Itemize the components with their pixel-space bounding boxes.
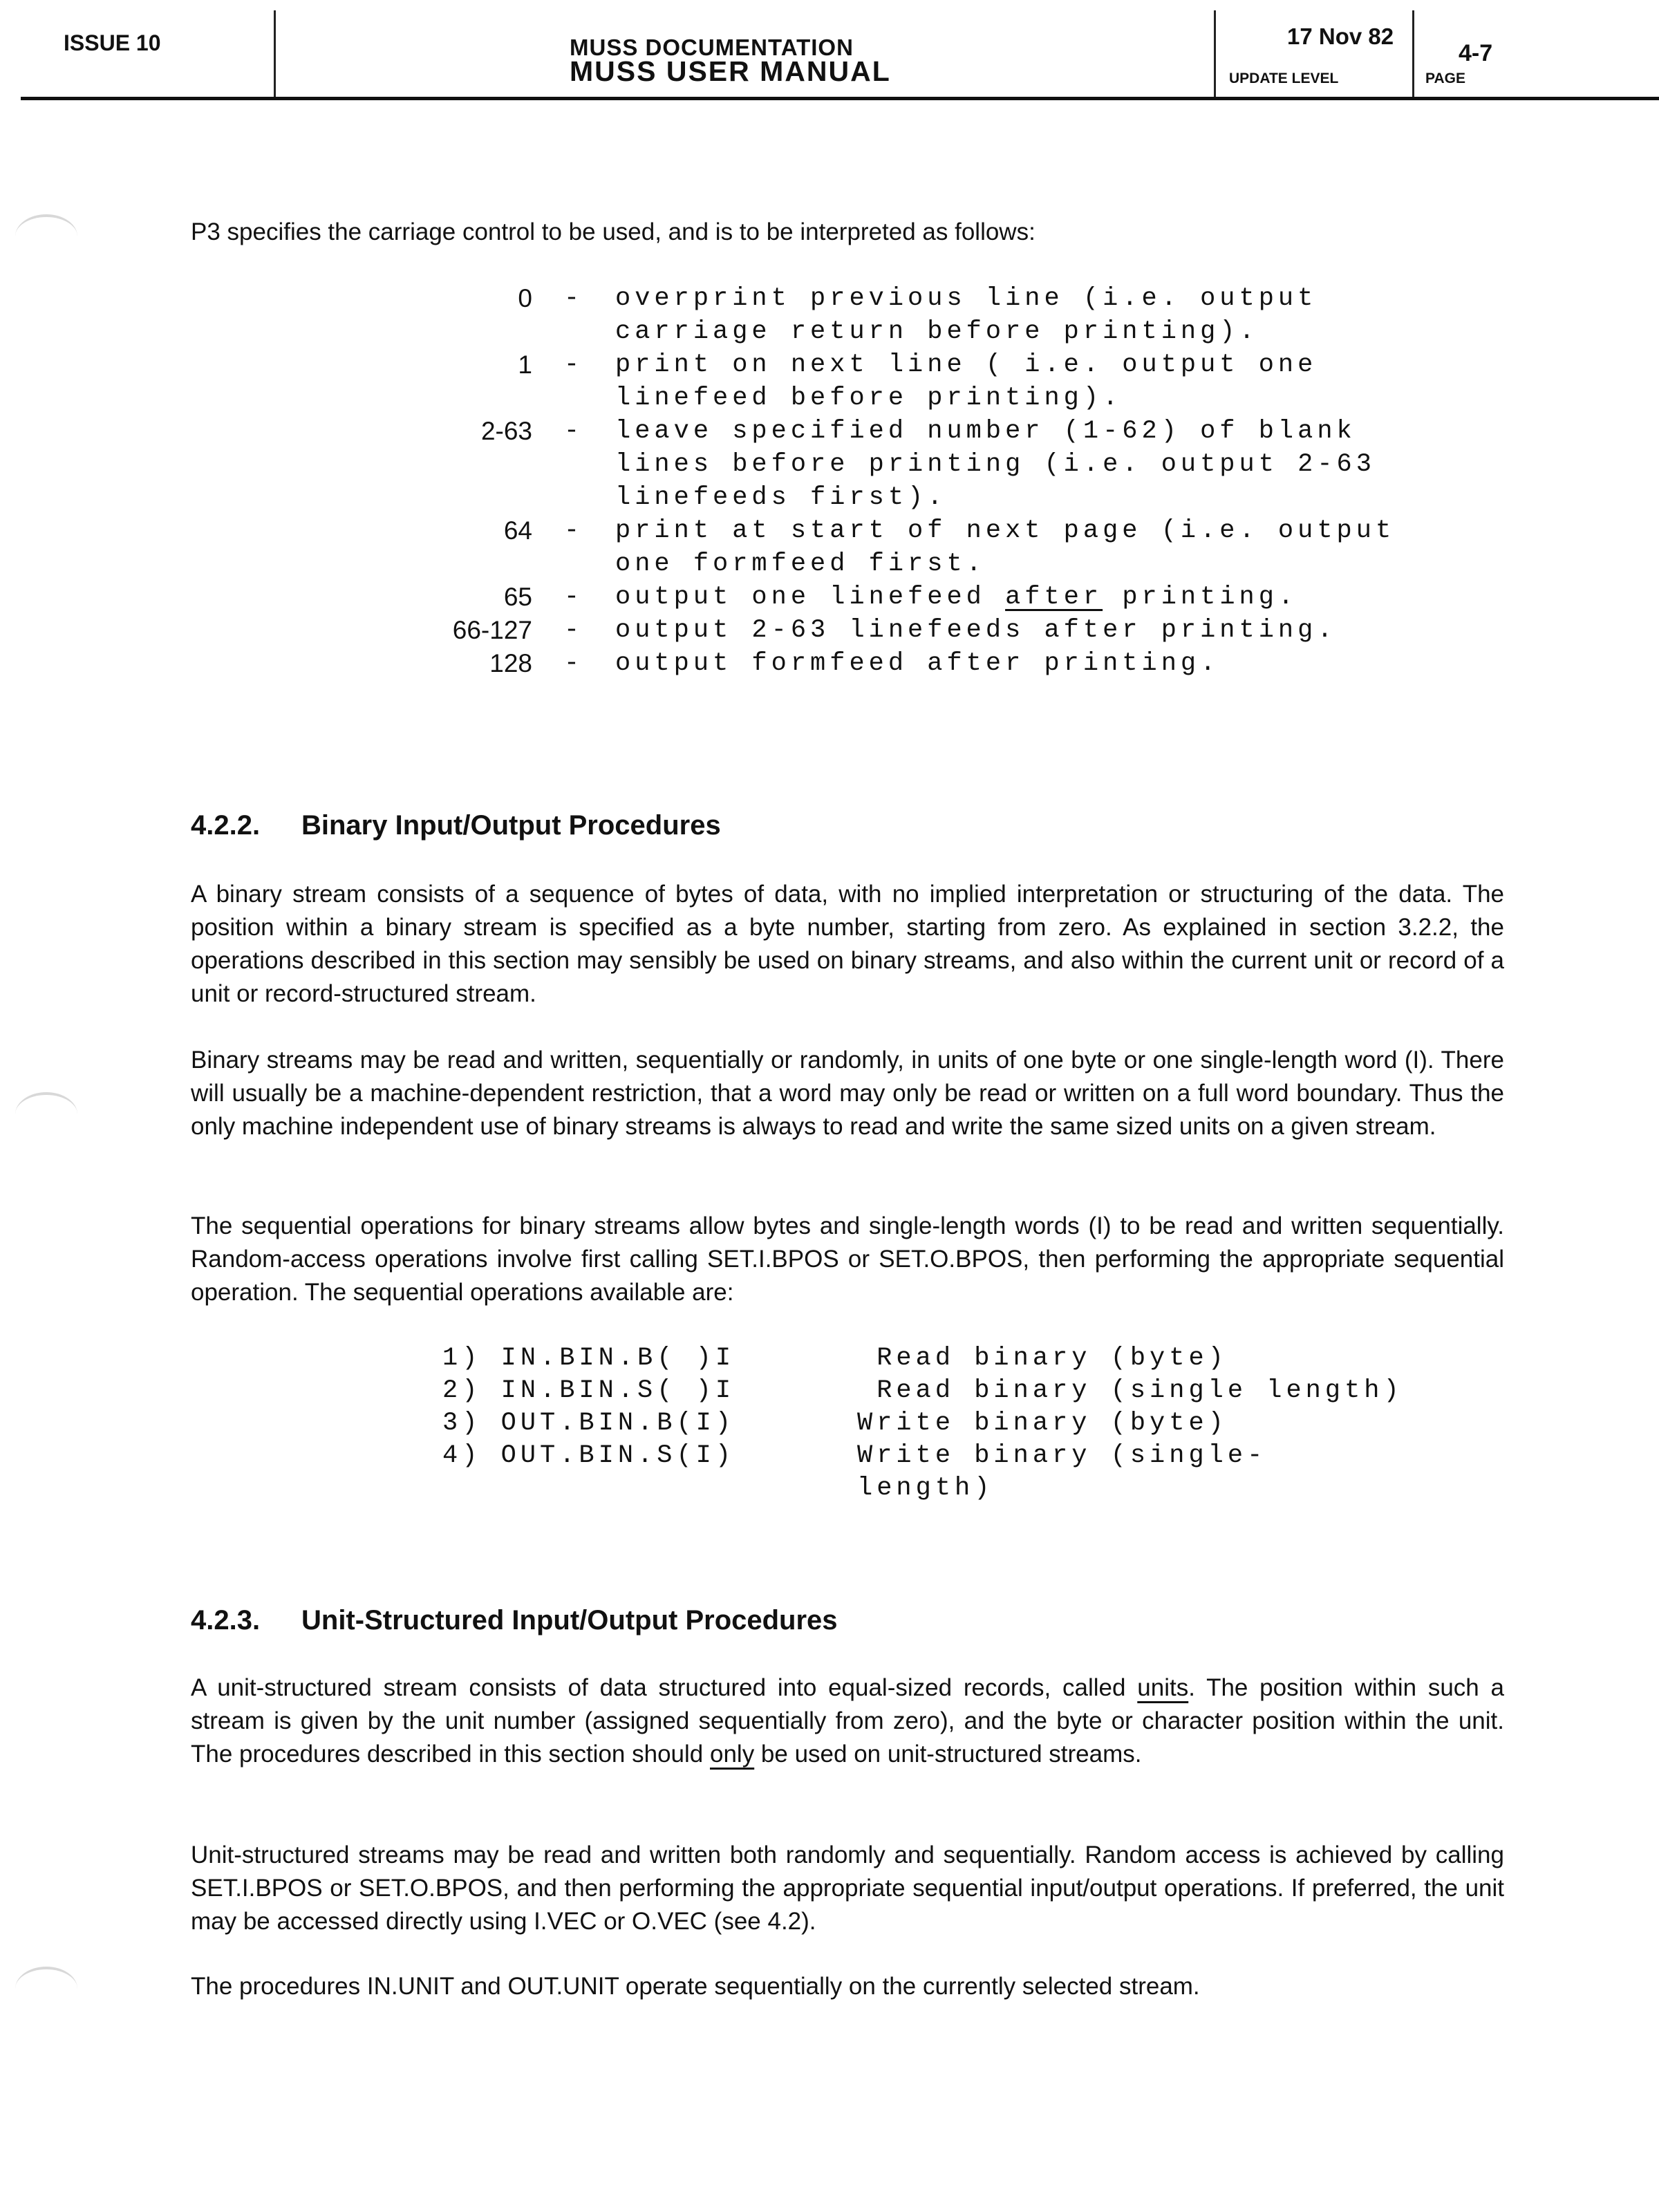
cc-desc: print at start of next page (i.e. output one formfeed first. — [615, 516, 1396, 579]
header-divider — [1214, 10, 1216, 97]
operation-name: 2) IN.BIN.S( )I — [442, 1376, 735, 1405]
section-number: 4.2.3. — [191, 1605, 261, 1635]
cc-code: 64 — [503, 516, 532, 545]
list-item — [442, 1342, 1382, 1375]
operation-name: 4) OUT.BIN.S(I) — [442, 1441, 735, 1470]
cc-dash: - — [563, 649, 584, 678]
operation-desc: Write binary (byte) — [857, 1409, 1228, 1438]
issue-label: ISSUE 10 — [64, 30, 161, 55]
list-item — [387, 348, 1396, 415]
cc-code: 128 — [489, 649, 532, 677]
section-title: Binary Input/Output Procedures — [301, 810, 721, 841]
paragraph: Unit-structured streams may be read and written both randomly and sequentially. Random access is achieved by calling SET.I.BPOS or SET.O.BPOS, and then performing the appropriate sequential input/output operations. If preferred, the unit may be accessed directly using I.VEC or O.VEC (see 4.2). — [191, 1841, 1504, 1935]
cc-desc-pre: output one linefeed — [615, 583, 1006, 612]
update-level-label: UPDATE LEVEL — [1229, 71, 1339, 86]
doc-series-title: MUSS DOCUMENTATION — [570, 35, 854, 60]
section-heading-4-2-3 — [191, 1605, 838, 1636]
list-item — [442, 1440, 1382, 1505]
cc-code: 1 — [518, 350, 532, 379]
operation-name: 3) OUT.BIN.B(I) — [442, 1409, 735, 1438]
section-title: Unit-Structured Input/Output Procedures — [301, 1605, 838, 1635]
cc-desc — [615, 581, 1396, 614]
cc-code: 0 — [518, 284, 532, 312]
cc-code: 65 — [503, 583, 532, 611]
update-date: 17 Nov 82 — [1287, 24, 1394, 49]
list-item — [387, 614, 1396, 647]
section-number: 4.2.2. — [191, 810, 261, 841]
paragraph: The procedures IN.UNIT and OUT.UNIT operate sequentially on the currently selected stream. — [191, 1973, 1200, 2000]
list-item — [442, 1375, 1403, 1407]
list-item — [387, 514, 1396, 581]
punch-hole-mark — [15, 214, 77, 259]
list-item — [442, 1407, 1382, 1440]
list-item — [387, 282, 1396, 348]
doc-title: MUSS USER MANUAL — [570, 55, 891, 87]
cc-desc-post: printing. — [1103, 583, 1298, 612]
list-item — [387, 647, 1396, 680]
cc-desc: leave specified number (1-62) of blank lines before printing (i.e. output 2-63 linefeeds first). — [615, 417, 1376, 512]
punch-hole-mark — [15, 1092, 77, 1136]
underlined-term: only — [709, 1741, 755, 1768]
operation-desc: Read binary (byte) — [857, 1344, 1228, 1373]
paragraph — [191, 1671, 1504, 1771]
operation-desc: Write binary (single-length) — [857, 1441, 1267, 1503]
carriage-control-list — [387, 282, 1396, 680]
cc-dash: - — [563, 583, 584, 612]
page-number: 4-7 — [1459, 40, 1493, 66]
page-header — [21, 0, 1659, 100]
cc-desc: output 2-63 linefeeds after printing. — [615, 616, 1337, 645]
cc-dash: - — [563, 350, 584, 379]
page-label: PAGE — [1425, 71, 1465, 86]
cc-dash: - — [563, 616, 584, 645]
operation-desc: Read binary (single length) — [857, 1376, 1403, 1405]
punch-hole-mark — [15, 1967, 77, 2011]
cc-dash: - — [563, 284, 584, 313]
section-heading-4-2-2 — [191, 810, 721, 841]
cc-desc: output formfeed after printing. — [615, 649, 1220, 678]
cc-dash: - — [563, 417, 584, 446]
header-divider — [274, 10, 276, 97]
text-run: A unit-structured stream consists of data structured into equal-sized records, called — [191, 1674, 1138, 1701]
paragraph: Binary streams may be read and written, sequentially or randomly, in units of one byte or one single-length word (I). There will usually be a machine-dependent restriction, that a word may only be read or written on a full word boundary. Thus the only machine independent use of binary streams is always to read and write the same sized units on a given stream. — [191, 1047, 1504, 1140]
header-divider — [1412, 10, 1414, 97]
cc-desc: overprint previous line (i.e. output carriage return before printing). — [615, 284, 1318, 346]
text-run: . The position within such a stream is given by the unit number (assigned sequentially from zero), and the byte or character position within the unit. The procedures described in this section should — [191, 1674, 1505, 1768]
intro-paragraph: P3 specifies the carriage control to be used, and is to be interpreted as follows: — [191, 218, 1035, 245]
cc-desc-underlined: after — [1005, 583, 1103, 612]
operation-name: 1) IN.BIN.B( )I — [442, 1344, 735, 1373]
cc-code: 2-63 — [480, 417, 532, 445]
paragraph: A binary stream consists of a sequence of bytes of data, with no implied interpretation or structuring of the data. The position within a binary stream is specified as a byte number, starting from zero. As explained in section 3.2.2, the operations described in this section may sensibly be used on binary streams, and also within the current unit or record of a unit or record-structured stream. — [191, 881, 1504, 1007]
cc-dash: - — [563, 516, 584, 545]
underlined-term: units — [1137, 1674, 1189, 1701]
list-item — [387, 415, 1396, 514]
text-run: be used on unit-structured streams. — [754, 1741, 1142, 1768]
binary-operations-list — [442, 1342, 1403, 1505]
list-item — [387, 581, 1396, 614]
paragraph: The sequential operations for binary streams allow bytes and single-length words (I) to be read and written sequentially. Random-access operations involve first calling SET.I.BPOS or SET.O.BPOS, then performing the appropriate sequential operation. The sequential operations available are: — [191, 1212, 1504, 1306]
cc-code: 66-127 — [452, 616, 532, 644]
cc-desc: print on next line ( i.e. output one linefeed before printing). — [615, 350, 1318, 413]
